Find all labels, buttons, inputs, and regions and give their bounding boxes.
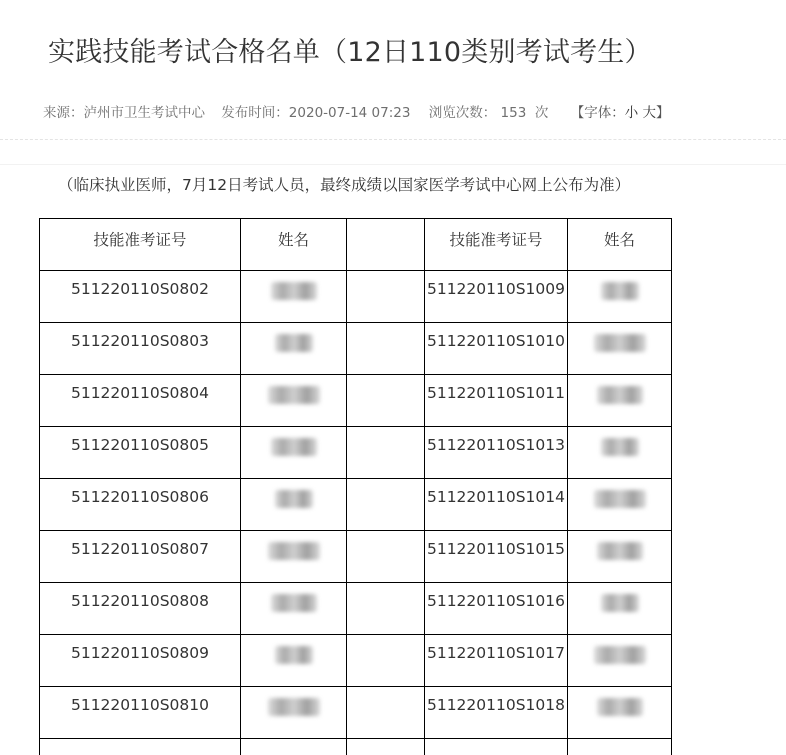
name-right-redacted	[568, 427, 672, 479]
exam-id-left: 511220110S0810	[40, 687, 241, 739]
redacted-name-right	[597, 698, 643, 716]
redacted-name-right	[594, 646, 646, 664]
results-table	[39, 218, 672, 755]
source-name: 泸州市卫生考试中心	[83, 105, 205, 121]
redacted-name-right	[594, 490, 646, 508]
redacted-name-left	[268, 542, 320, 560]
redacted-name-left	[275, 334, 313, 352]
redacted-name-right	[597, 542, 643, 560]
exam-id-left: 511220110S0803	[40, 323, 241, 375]
empty-cell	[347, 427, 425, 479]
exam-id-right: 511220110S1015	[425, 531, 568, 583]
table-row	[40, 479, 672, 531]
table-header-row	[40, 219, 672, 271]
redacted-name-right	[601, 438, 639, 456]
name-left-redacted	[241, 635, 347, 687]
empty-cell	[347, 375, 425, 427]
exam-id-right: 511220110S1017	[425, 635, 568, 687]
name-left-redacted	[241, 271, 347, 323]
empty-cell	[347, 531, 425, 583]
redacted-name-right	[601, 282, 639, 300]
font-close: 】	[656, 105, 670, 121]
exam-id-left: 511220110S0805	[40, 427, 241, 479]
empty-cell	[347, 479, 425, 531]
name-left-redacted	[241, 323, 347, 375]
redacted-name-right	[597, 386, 643, 404]
name-right-redacted	[568, 531, 672, 583]
name-right-redacted	[568, 271, 672, 323]
name-left-redacted	[241, 739, 347, 755]
redacted-name-left	[268, 386, 320, 404]
empty-cell	[347, 635, 425, 687]
redacted-name-left	[275, 646, 313, 664]
table-row	[40, 583, 672, 635]
exam-id-left: 511220110S0809	[40, 635, 241, 687]
redacted-name-left	[275, 490, 313, 508]
name-right-redacted	[568, 479, 672, 531]
exam-id-left: 511220110S0802	[40, 271, 241, 323]
name-left-redacted	[241, 687, 347, 739]
views-label: 浏览次数：	[428, 105, 497, 121]
exam-id-right: 511220110S1009	[425, 271, 568, 323]
article-title: 实践技能考试合格名单（12日110类别考试考生）	[48, 37, 652, 68]
table-row	[40, 323, 672, 375]
exam-id-left: 511220110S0804	[40, 375, 241, 427]
name-right-redacted	[568, 635, 672, 687]
table-row	[40, 531, 672, 583]
content-divider	[0, 164, 786, 165]
font-small-link[interactable]: 小	[624, 105, 639, 121]
font-size-control	[571, 101, 670, 121]
header-id-left: 技能准考证号	[40, 219, 241, 271]
name-left-redacted	[241, 427, 347, 479]
name-left-redacted	[241, 375, 347, 427]
name-left-redacted	[241, 479, 347, 531]
redacted-name-left	[271, 594, 317, 612]
views-count: 153	[500, 105, 527, 121]
header-id-right: 技能准考证号	[425, 219, 568, 271]
views-unit: 次	[534, 105, 549, 121]
exam-id-right: 511220110S1011	[425, 375, 568, 427]
exam-id-right	[425, 739, 568, 755]
header-empty	[347, 219, 425, 271]
exam-id-left	[40, 739, 241, 755]
empty-cell	[347, 323, 425, 375]
exam-id-left: 511220110S0807	[40, 531, 241, 583]
table-row	[40, 375, 672, 427]
exam-id-right: 511220110S1018	[425, 687, 568, 739]
empty-cell	[347, 271, 425, 323]
empty-cell	[347, 739, 425, 755]
redacted-name-left	[271, 282, 317, 300]
exam-id-left: 511220110S0808	[40, 583, 241, 635]
publish-time: 2020-07-14 07:23	[288, 105, 411, 121]
empty-cell	[347, 583, 425, 635]
table-row	[40, 687, 672, 739]
source-label: 来源：	[43, 105, 84, 121]
font-large-link[interactable]: 大	[642, 105, 657, 121]
exam-id-right: 511220110S1014	[425, 479, 568, 531]
name-right-redacted	[568, 583, 672, 635]
meta-divider	[0, 139, 786, 140]
name-right-redacted	[568, 687, 672, 739]
header-name-right: 姓名	[568, 219, 672, 271]
redacted-name-left	[268, 698, 320, 716]
name-right-redacted	[568, 375, 672, 427]
exam-id-right: 511220110S1013	[425, 427, 568, 479]
table-row	[40, 635, 672, 687]
exam-id-left: 511220110S0806	[40, 479, 241, 531]
redacted-name-right	[594, 334, 646, 352]
exam-id-right: 511220110S1016	[425, 583, 568, 635]
publish-label: 发布时间：	[221, 105, 289, 121]
font-label: 【字体：	[570, 105, 625, 121]
name-right-redacted	[568, 739, 672, 755]
name-left-redacted	[241, 583, 347, 635]
article-meta	[43, 101, 670, 121]
redacted-name-right	[601, 594, 639, 612]
empty-cell	[347, 687, 425, 739]
redacted-name-left	[271, 438, 317, 456]
exam-id-right: 511220110S1010	[425, 323, 568, 375]
table-row	[40, 427, 672, 479]
table-row	[40, 271, 672, 323]
table-row	[40, 739, 672, 755]
name-left-redacted	[241, 531, 347, 583]
article-note: （临床执业医师，7月12日考试人员，最终成绩以国家医学考试中心网上公布为准）	[58, 176, 631, 194]
header-name-left: 姓名	[241, 219, 347, 271]
name-right-redacted	[568, 323, 672, 375]
